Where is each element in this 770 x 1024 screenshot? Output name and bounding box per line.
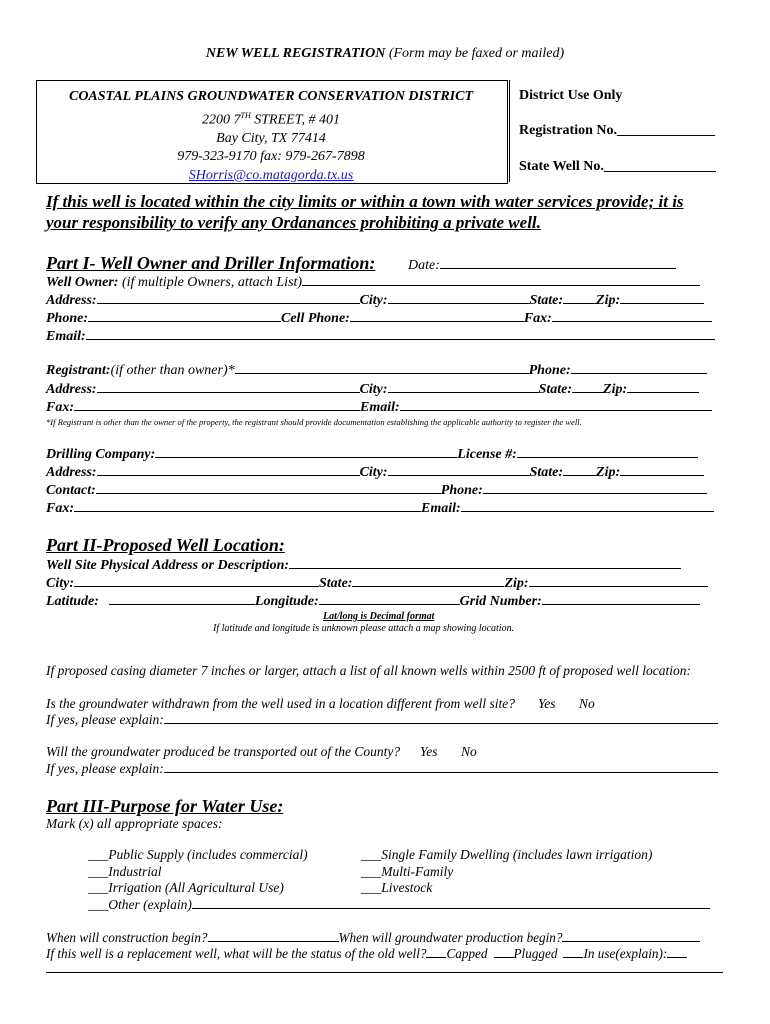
question-transport: Will the groundwater produced be transported out of the County? (46, 744, 401, 759)
old-well-explain-line[interactable] (46, 972, 723, 973)
city-limits-notice: If this well is located within the city limits or within a town with water services provide; it is your responsibility to verify any Ordanances prohibiting a private well. (46, 192, 684, 232)
purpose-other[interactable]: ___Other (explain) (88, 897, 710, 914)
q2-explain-row[interactable]: If yes, please explain: (46, 761, 718, 777)
q1-no-option[interactable]: No (579, 696, 595, 711)
purpose-single-family[interactable]: ___Single Family Dwelling (includes lawn irrigation) (361, 847, 653, 862)
owner-phone-row[interactable]: Phone: Cell Phone: Fax: (46, 310, 712, 327)
state-well-number-field[interactable]: State Well No.________________ (519, 159, 716, 174)
purpose-irrigation[interactable]: ___Irrigation (All Agricultural Use) (88, 880, 284, 895)
form-subtitle: (Form may be faxed or mailed) (388, 46, 565, 61)
owner-address-row[interactable]: Address: City: State: Zip: (46, 292, 704, 309)
site-city-row[interactable]: City: State: Zip: (46, 575, 708, 592)
q2-no-option[interactable]: No (461, 744, 477, 759)
part2-title: Part II-Proposed Well Location: (46, 535, 285, 555)
form-title: NEW WELL REGISTRATION (205, 46, 386, 61)
q2-yes-option[interactable]: Yes (420, 744, 438, 759)
registrant-fax-row[interactable]: Fax: Email: (46, 399, 712, 416)
district-use-title: District Use Only (519, 88, 623, 103)
district-email-link[interactable]: SHorris@co.matagorda.tx.us (188, 167, 354, 183)
q1-explain-row[interactable]: If yes, please explain: (46, 712, 718, 728)
registrant-footnote: *If Registrant is other than the owner of the property, the registrant should provide documentation establishing the applicable authority to register the well. (46, 417, 582, 427)
old-well-status-row[interactable]: If this well is a replacement well, what will be the status of the old well? Capped Plugged In use(explain): (46, 946, 687, 962)
district-phones: 979-323-9170 fax: 979-267-7898 (177, 149, 365, 165)
map-note: If latitude and longitude is unknown please attach a map showing location. (213, 623, 515, 634)
question-location: Is the groundwater withdrawn from the well used in a location different from well site? (46, 696, 515, 711)
date-field[interactable]: Date: (408, 257, 676, 274)
purpose-industrial[interactable]: ___Industrial (88, 863, 162, 879)
latlong-format-note: Lat/long is Decimal format (323, 611, 435, 622)
mark-instruction: Mark (x) all appropriate spaces: (46, 816, 223, 831)
casing-note: If proposed casing diameter 7 inches or larger, attach a list of all known wells within 2500 ft of proposed well location: (46, 663, 691, 678)
part3-title: Part III-Purpose for Water Use: (46, 796, 284, 816)
form-header (0, 46, 770, 62)
district-street: 2200 7TH STREET, # 401 (202, 110, 340, 128)
registrant-row[interactable]: Registrant:(if other than owner)* Phone: (46, 362, 707, 379)
registrant-address-row[interactable]: Address: City: State: Zip: (46, 381, 699, 398)
part1-title: Part I- Well Owner and Driller Information: (46, 253, 376, 273)
purpose-multi-family[interactable]: ___Multi-Family (361, 863, 454, 879)
purpose-public-supply[interactable]: ___Public Supply (includes commercial) (88, 847, 308, 862)
driller-fax-row[interactable]: Fax: Email: (46, 500, 714, 517)
purpose-right-options (361, 847, 652, 897)
drilling-company-row[interactable]: Drilling Company: License #: (46, 446, 698, 463)
schedule-row[interactable]: When will construction begin? When will groundwater production begin? (46, 930, 700, 946)
driller-address-row[interactable]: Address: City: State: Zip: (46, 464, 704, 481)
registration-number-field[interactable]: Registration No.______________ (519, 123, 715, 138)
owner-email-row[interactable]: Email: (46, 328, 715, 345)
purpose-livestock[interactable]: ___Livestock (361, 880, 433, 895)
site-address-row[interactable]: Well Site Physical Address or Description: (46, 557, 681, 574)
district-city: Bay City, TX 77414 (216, 130, 326, 146)
district-info (36, 88, 506, 185)
lat-long-row[interactable]: Latitude: Longitude: Grid Number: (46, 593, 700, 610)
q1-yes-option[interactable]: Yes (538, 696, 556, 711)
owner-row[interactable]: Well Owner: (if multiple Owners, attach List) (46, 274, 700, 291)
driller-contact-row[interactable]: Contact: Phone: (46, 482, 707, 499)
district-name: COASTAL PLAINS GROUNDWATER CONSERVATION DISTRICT (68, 89, 474, 104)
box-divider (509, 80, 510, 182)
